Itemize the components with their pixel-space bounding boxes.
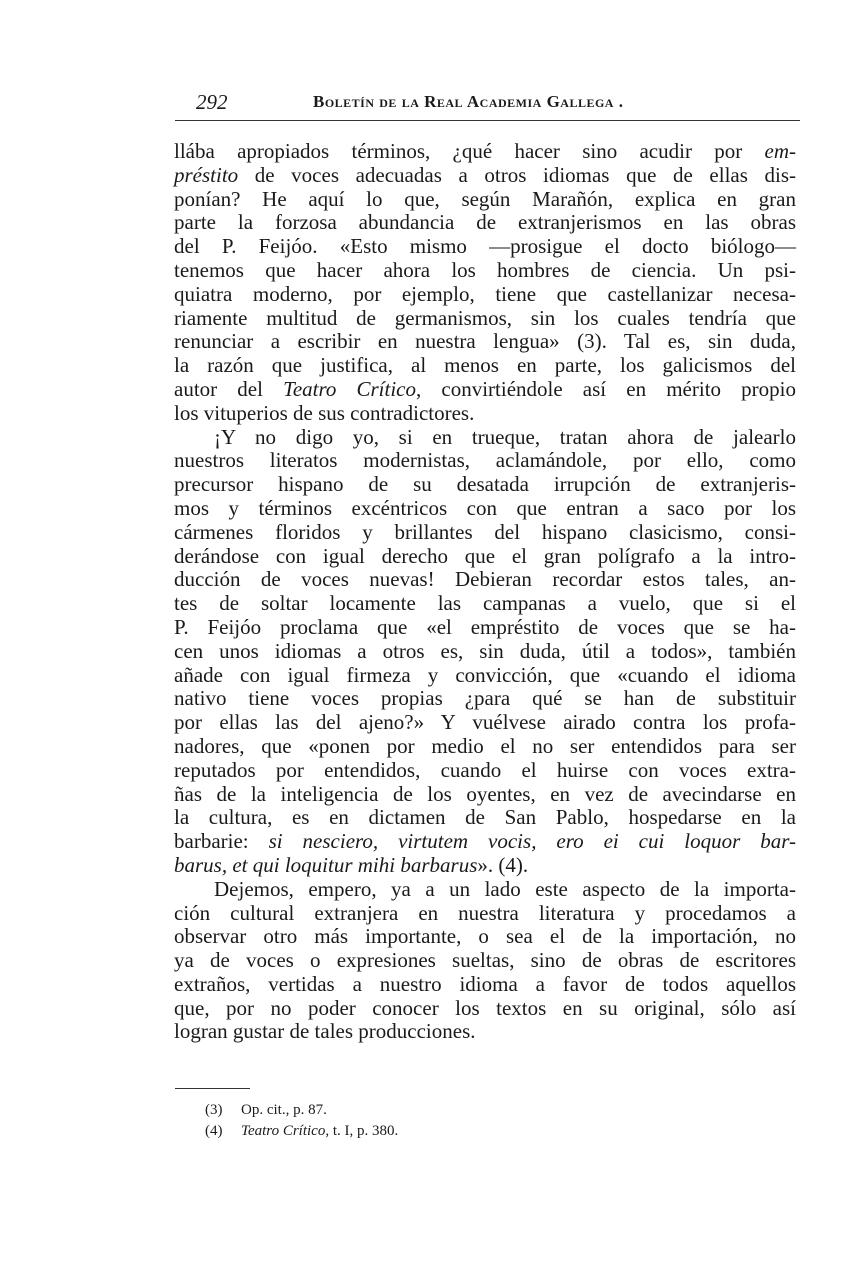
italic-text: Teatro Crítico <box>241 1123 326 1139</box>
text-run: cármenes floridos y brillantes del hispano clasicismo, consi- <box>174 519 796 544</box>
text-line <box>174 687 796 711</box>
text-line <box>174 664 796 688</box>
text-run: Dejemos, empero, ya a un lado este aspecto de la importa- <box>214 876 796 901</box>
italic-text: préstito <box>174 162 239 187</box>
paragraph <box>174 140 796 426</box>
text-run: mos y términos excéntricos con que entran a saco por los <box>174 495 796 520</box>
text-line <box>174 997 796 1021</box>
paragraph <box>174 878 796 1045</box>
text-run: tenemos que hacer ahora los hombres de ciencia. Un psi- <box>174 257 796 282</box>
text-run: que, por no poder conocer los textos en su original, sólo así <box>174 995 796 1020</box>
text-run: P. Feijóo proclama que «el empréstito de voces que se ha- <box>174 614 796 639</box>
text-run: parte la forzosa abundancia de extranjerismos en las obras <box>174 210 796 235</box>
text-run: la razón que justifica, al menos en parte, los galicismos del <box>174 353 796 378</box>
text-run: llába apropiados términos, ¿qué hacer sino acudir por <box>174 139 765 163</box>
text-line <box>174 711 796 735</box>
text-line <box>174 188 796 212</box>
page-number: 292 <box>196 90 228 114</box>
text-line <box>174 973 796 997</box>
text-run: derándose con igual derecho que el gran polígrafo a la intro- <box>174 543 796 568</box>
italic-text: em- <box>764 139 796 163</box>
text-run: de voces adecuadas a otros idiomas que de ellas dis- <box>238 162 796 187</box>
text-line <box>174 830 796 854</box>
footnote-number: (3) <box>205 1102 223 1118</box>
text-run: la cultura, es en dictamen de San Pablo, hospedarse en la <box>174 805 796 830</box>
text-line <box>174 640 796 664</box>
text-run: riamente multitud de germanismos, sin los cuales tendría que <box>174 305 796 330</box>
text-line <box>174 902 796 926</box>
text-run: ya de voces o expresiones sueltas, sino de obras de escritores <box>174 948 796 973</box>
text-line <box>174 878 796 902</box>
text-run: tes de soltar locamente las campanas a vuelo, que si el <box>174 591 796 616</box>
text-run: precursor hispano de su desatada irrupción de extranjeris- <box>174 472 796 497</box>
text-run: nuestros literatos modernistas, aclamándole, por ello, como <box>174 448 796 473</box>
text-run: renunciar a escribir en nuestra lengua» (3). Tal es, sin duda, <box>174 329 796 354</box>
text-run: extraños, vertidas a nuestro idioma a favor de todos aquellos <box>174 971 796 996</box>
text-run: ción cultural extranjera en nuestra literatura y procedamos a <box>174 900 796 925</box>
text-run: cen unos idiomas a otros es, sin duda, útil a todos», también <box>174 638 796 663</box>
text-line <box>174 759 796 783</box>
text-run: ». (4). <box>477 852 529 877</box>
footnote-3 <box>205 1102 327 1119</box>
italic-text: barus, et qui loquitur mihi barbarus <box>174 852 478 877</box>
text-line <box>174 330 796 354</box>
text-line <box>174 402 796 426</box>
text-run: nadores, que «ponen por medio el no ser entendidos para ser <box>174 733 796 758</box>
text-line <box>174 283 796 307</box>
header-rule <box>175 120 800 121</box>
text-line <box>174 949 796 973</box>
text-run: Op. cit., p. 87. <box>241 1102 327 1118</box>
text-line <box>174 164 796 188</box>
text-line <box>174 783 796 807</box>
text-run: barbarie: <box>174 829 269 854</box>
text-line <box>174 592 796 616</box>
body-text <box>174 140 796 1044</box>
text-line <box>174 497 796 521</box>
text-run: por ellas las del ajeno?» Y vuélvese airado contra los profa- <box>174 710 796 735</box>
text-line <box>174 521 796 545</box>
italic-text: Teatro Crítico <box>283 376 416 401</box>
text-run: los vituperios de sus contradictores. <box>174 400 475 425</box>
running-header: Boletín de la Real Academia Gallega . <box>313 92 624 111</box>
text-line <box>174 426 796 450</box>
footnote-rule <box>175 1088 250 1089</box>
text-line <box>174 140 796 164</box>
text-line <box>174 568 796 592</box>
text-line <box>174 806 796 830</box>
text-line <box>174 449 796 473</box>
text-line <box>174 616 796 640</box>
paragraph <box>174 426 796 878</box>
text-run: quiatra moderno, por ejemplo, tiene que castellanizar necesa- <box>174 281 796 306</box>
text-run: logran gustar de tales producciones. <box>174 1019 476 1044</box>
text-line <box>174 211 796 235</box>
text-line <box>174 1020 796 1044</box>
text-line <box>174 735 796 759</box>
text-run: autor del <box>174 376 284 401</box>
italic-text: si nesciero, virtutem vocis, ero ei cui loquor bar- <box>268 829 796 854</box>
text-run: ¡Y no digo yo, si en trueque, tratan ahora de jalearlo <box>214 424 796 449</box>
text-line <box>174 545 796 569</box>
text-run: ponían? He aquí lo que, según Marañón, explica en gran <box>174 186 796 211</box>
text-run: , convirtiéndole así en mérito propio <box>416 376 796 401</box>
text-line <box>174 854 796 878</box>
text-run: ducción de voces nuevas! Debieran recordar estos tales, an- <box>174 567 796 592</box>
text-run: reputados por entendidos, cuando el huirse con voces extra- <box>174 757 796 782</box>
text-run: añade con igual firmeza y convicción, que «cuando el idioma <box>174 662 796 687</box>
text-run: observar otro más importante, o sea el de la importación, no <box>174 924 796 949</box>
footnote-4 <box>205 1123 398 1140</box>
text-line <box>174 925 796 949</box>
text-line <box>174 473 796 497</box>
text-line <box>174 235 796 259</box>
text-line <box>174 307 796 331</box>
text-line <box>174 259 796 283</box>
text-run: del P. Feijóo. «Esto mismo —prosigue el docto biólogo— <box>174 234 796 259</box>
text-run: , t. I, p. 380. <box>325 1123 399 1139</box>
text-line <box>174 354 796 378</box>
text-run: nativo tiene voces propias ¿para qué se han de substituir <box>174 686 796 711</box>
text-line <box>174 378 796 402</box>
text-run: ñas de la inteligencia de los oyentes, en vez de avecindarse en <box>174 781 796 806</box>
footnote-number: (4) <box>205 1123 223 1139</box>
